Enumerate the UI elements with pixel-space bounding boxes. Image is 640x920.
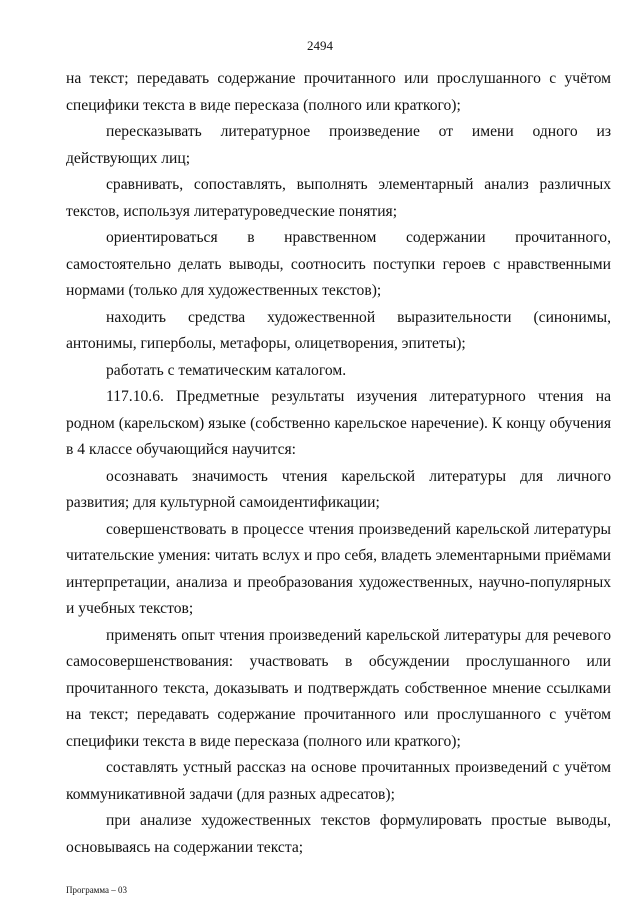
footer-label: Программа – 03 [66,885,128,895]
paragraph: ориентироваться в нравственном содержании прочитанного, самостоятельно делать выводы, соотносить поступки героев с нравственными нормами (только для художественных текстов); [66,229,611,299]
paragraph: совершенствовать в процессе чтения произведений карельской литературы читательские умения: читать вслух и про себя, владеть элементарными приёмами интерпретации, анализа и преобразования художественных, научно-популярных и учебных текстов; [66,520,611,617]
paragraph: при анализе художественных текстов формулировать простые выводы, основываясь на содержании текста; [66,812,611,856]
page-number: 2494 [307,38,333,53]
paragraph: осознавать значимость чтения карельской литературы для личного развития; для культурной самоидентификации; [66,467,611,511]
document-body [66,66,611,861]
paragraph: пересказывать литературное произведение от имени одного из действующих лиц; [66,123,611,167]
paragraph: 117.10.6. Предметные результаты изучения литературного чтения на родном (карельском) языке (собственно карельское наречение). К концу обучения в 4 классе обучающийся научится: [66,388,611,458]
paragraph: на текст; передавать содержание прочитанного или прослушанного с учётом специфики текста в виде пересказа (полного или краткого); [66,70,611,114]
paragraph: составлять устный рассказ на основе прочитанных произведений с учётом коммуникативной задачи (для разных адресатов); [66,759,611,803]
paragraph: работать с тематическим каталогом. [106,361,347,379]
paragraph: находить средства художественной выразительности (синонимы, антонимы, гиперболы, метафоры, олицетворения, эпитеты); [66,308,611,352]
paragraph: применять опыт чтения произведений карельской литературы для речевого самосовершенствования: участвовать в обсуждении прослушанного или прочитанного текста, доказывать и подтверждать собственное мнение ссылками на текст; передавать содержание прочитанного или прослушанного с учётом специфики текста в виде пересказа (полного или краткого); [66,626,611,750]
paragraph: сравнивать, сопоставлять, выполнять элементарный анализ различных текстов, используя литературоведческие понятия; [66,176,611,220]
